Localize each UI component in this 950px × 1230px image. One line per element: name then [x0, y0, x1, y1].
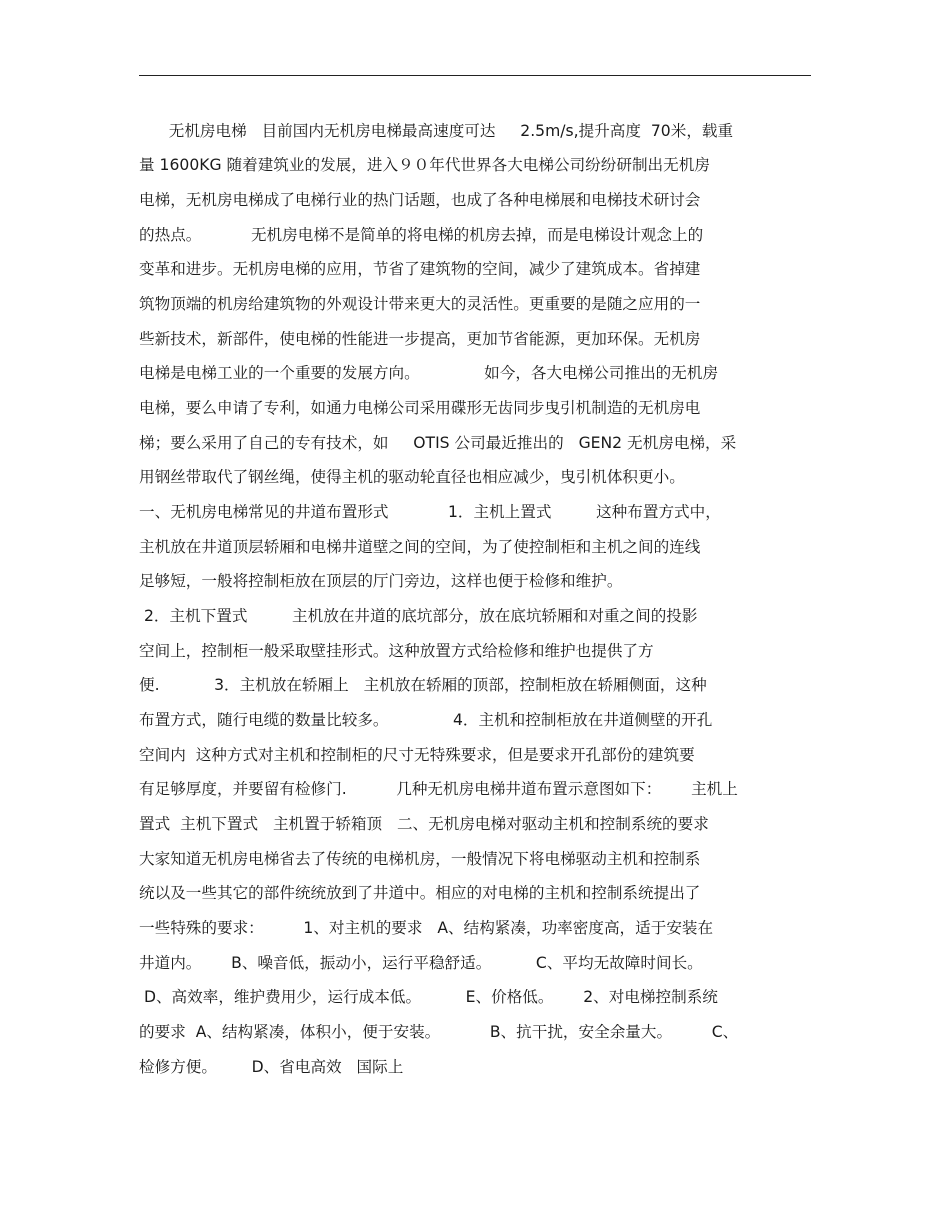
text-line: 空间内 这种方式对主机和控制柜的尺寸无特殊要求，但是要求开孔部份的建筑要: [139, 746, 695, 764]
text-line: 筑物顶端的机房给建筑物的外观设计带来更大的灵活性。更重要的是随之应用的一: [139, 295, 701, 313]
text-line: 量 1600KG 随着建筑业的发展，进入９０年代世界各大电梯公司纷纷研制出无机房: [139, 156, 710, 174]
text-line: 无机房电梯 目前国内无机房电梯最高速度可达 2.5m/s,提升高度 70米，载重: [139, 122, 734, 140]
text-line: 电梯，要么申请了专利，如通力电梯公司采用碟形无齿同步曳引机制造的无机房电: [139, 399, 701, 417]
header-rule: [139, 75, 811, 76]
text-line: 些新技术，新部件，使电梯的性能进一步提高，更加节省能源，更加环保。无机房: [139, 330, 701, 348]
text-line: 足够短，一般将控制柜放在顶层的厅门旁边，这样也便于检修和维护。: [139, 572, 623, 590]
text-line: D、高效率，维护费用少，运行成本低。 E、价格低。 2、对电梯控制系统: [139, 988, 718, 1006]
text-line: 用钢丝带取代了钢丝绳，使得主机的驱动轮直径也相应减少，曳引机体积更小。: [139, 468, 685, 486]
section-heading-line: 一、无机房电梯常见的井道布置形式 1．主机上置式 这种布置方式中，: [139, 503, 721, 521]
text-line: 的热点。 无机房电梯不是简单的将电梯的机房去掉，而是电梯设计观念上的: [139, 226, 704, 244]
text-line: 主机放在井道顶层轿厢和电梯井道壁之间的空间，为了使控制柜和主机之间的连线: [139, 538, 701, 556]
text-line: 检修方便。 D、省电高效 国际上: [139, 1058, 404, 1076]
text-line: 变革和进步。无机房电梯的应用，节省了建筑物的空间，减少了建筑成本。省掉建: [139, 260, 701, 278]
text-line: 便. 3．主机放在轿厢上 主机放在轿厢的顶部，控制柜放在轿厢侧面，这种: [139, 676, 707, 694]
text-line: 电梯，无机房电梯成了电梯行业的热门话题，也成了各种电梯展和电梯技术研讨会: [139, 191, 701, 209]
text-line: 2．主机下置式 主机放在井道的底坑部分，放在底坑轿厢和对重之间的投影: [139, 607, 698, 625]
text-line: 统以及一些其它的部件统统放到了井道中。相应的对电梯的主机和控制系统提出了: [139, 884, 701, 902]
text-line: 电梯是电梯工业的一个重要的发展方向。 如今，各大电梯公司推出的无机房: [139, 364, 719, 382]
text-line: 空间上，控制柜一般采取壁挂形式。这种放置方式给检修和维护也提供了方: [139, 642, 654, 660]
text-line: 大家知道无机房电梯省去了传统的电梯机房，一般情况下将电梯驱动主机和控制系: [139, 850, 701, 868]
text-line: 的要求 A、结构紧凑，体积小，便于安装。 B、抗干扰，安全余量大。 C、: [139, 1023, 739, 1041]
text-line: 布置方式，随行电缆的数量比较多。 4．主机和控制柜放在井道侧壁的开孔: [139, 711, 713, 729]
section-heading-line: 置式 主机下置式 主机置于轿箱顶 二、无机房电梯对驱动主机和控制系统的要求: [139, 815, 709, 833]
text-line: 井道内。 B、噪音低，振动小，运行平稳舒适。 C、平均无故障时间长。: [139, 954, 703, 972]
text-line: 有足够厚度，并要留有检修门. 几种无机房电梯井道布置示意图如下： 主机上: [139, 780, 738, 798]
text-line: 梯；要么采用了自己的专有技术，如 OTIS 公司最近推出的 GEN2 无机房电梯，采: [139, 434, 737, 452]
text-line: 一些特殊的要求： 1、对主机的要求 A、结构紧凑，功率密度高，适于安装在: [139, 919, 714, 937]
